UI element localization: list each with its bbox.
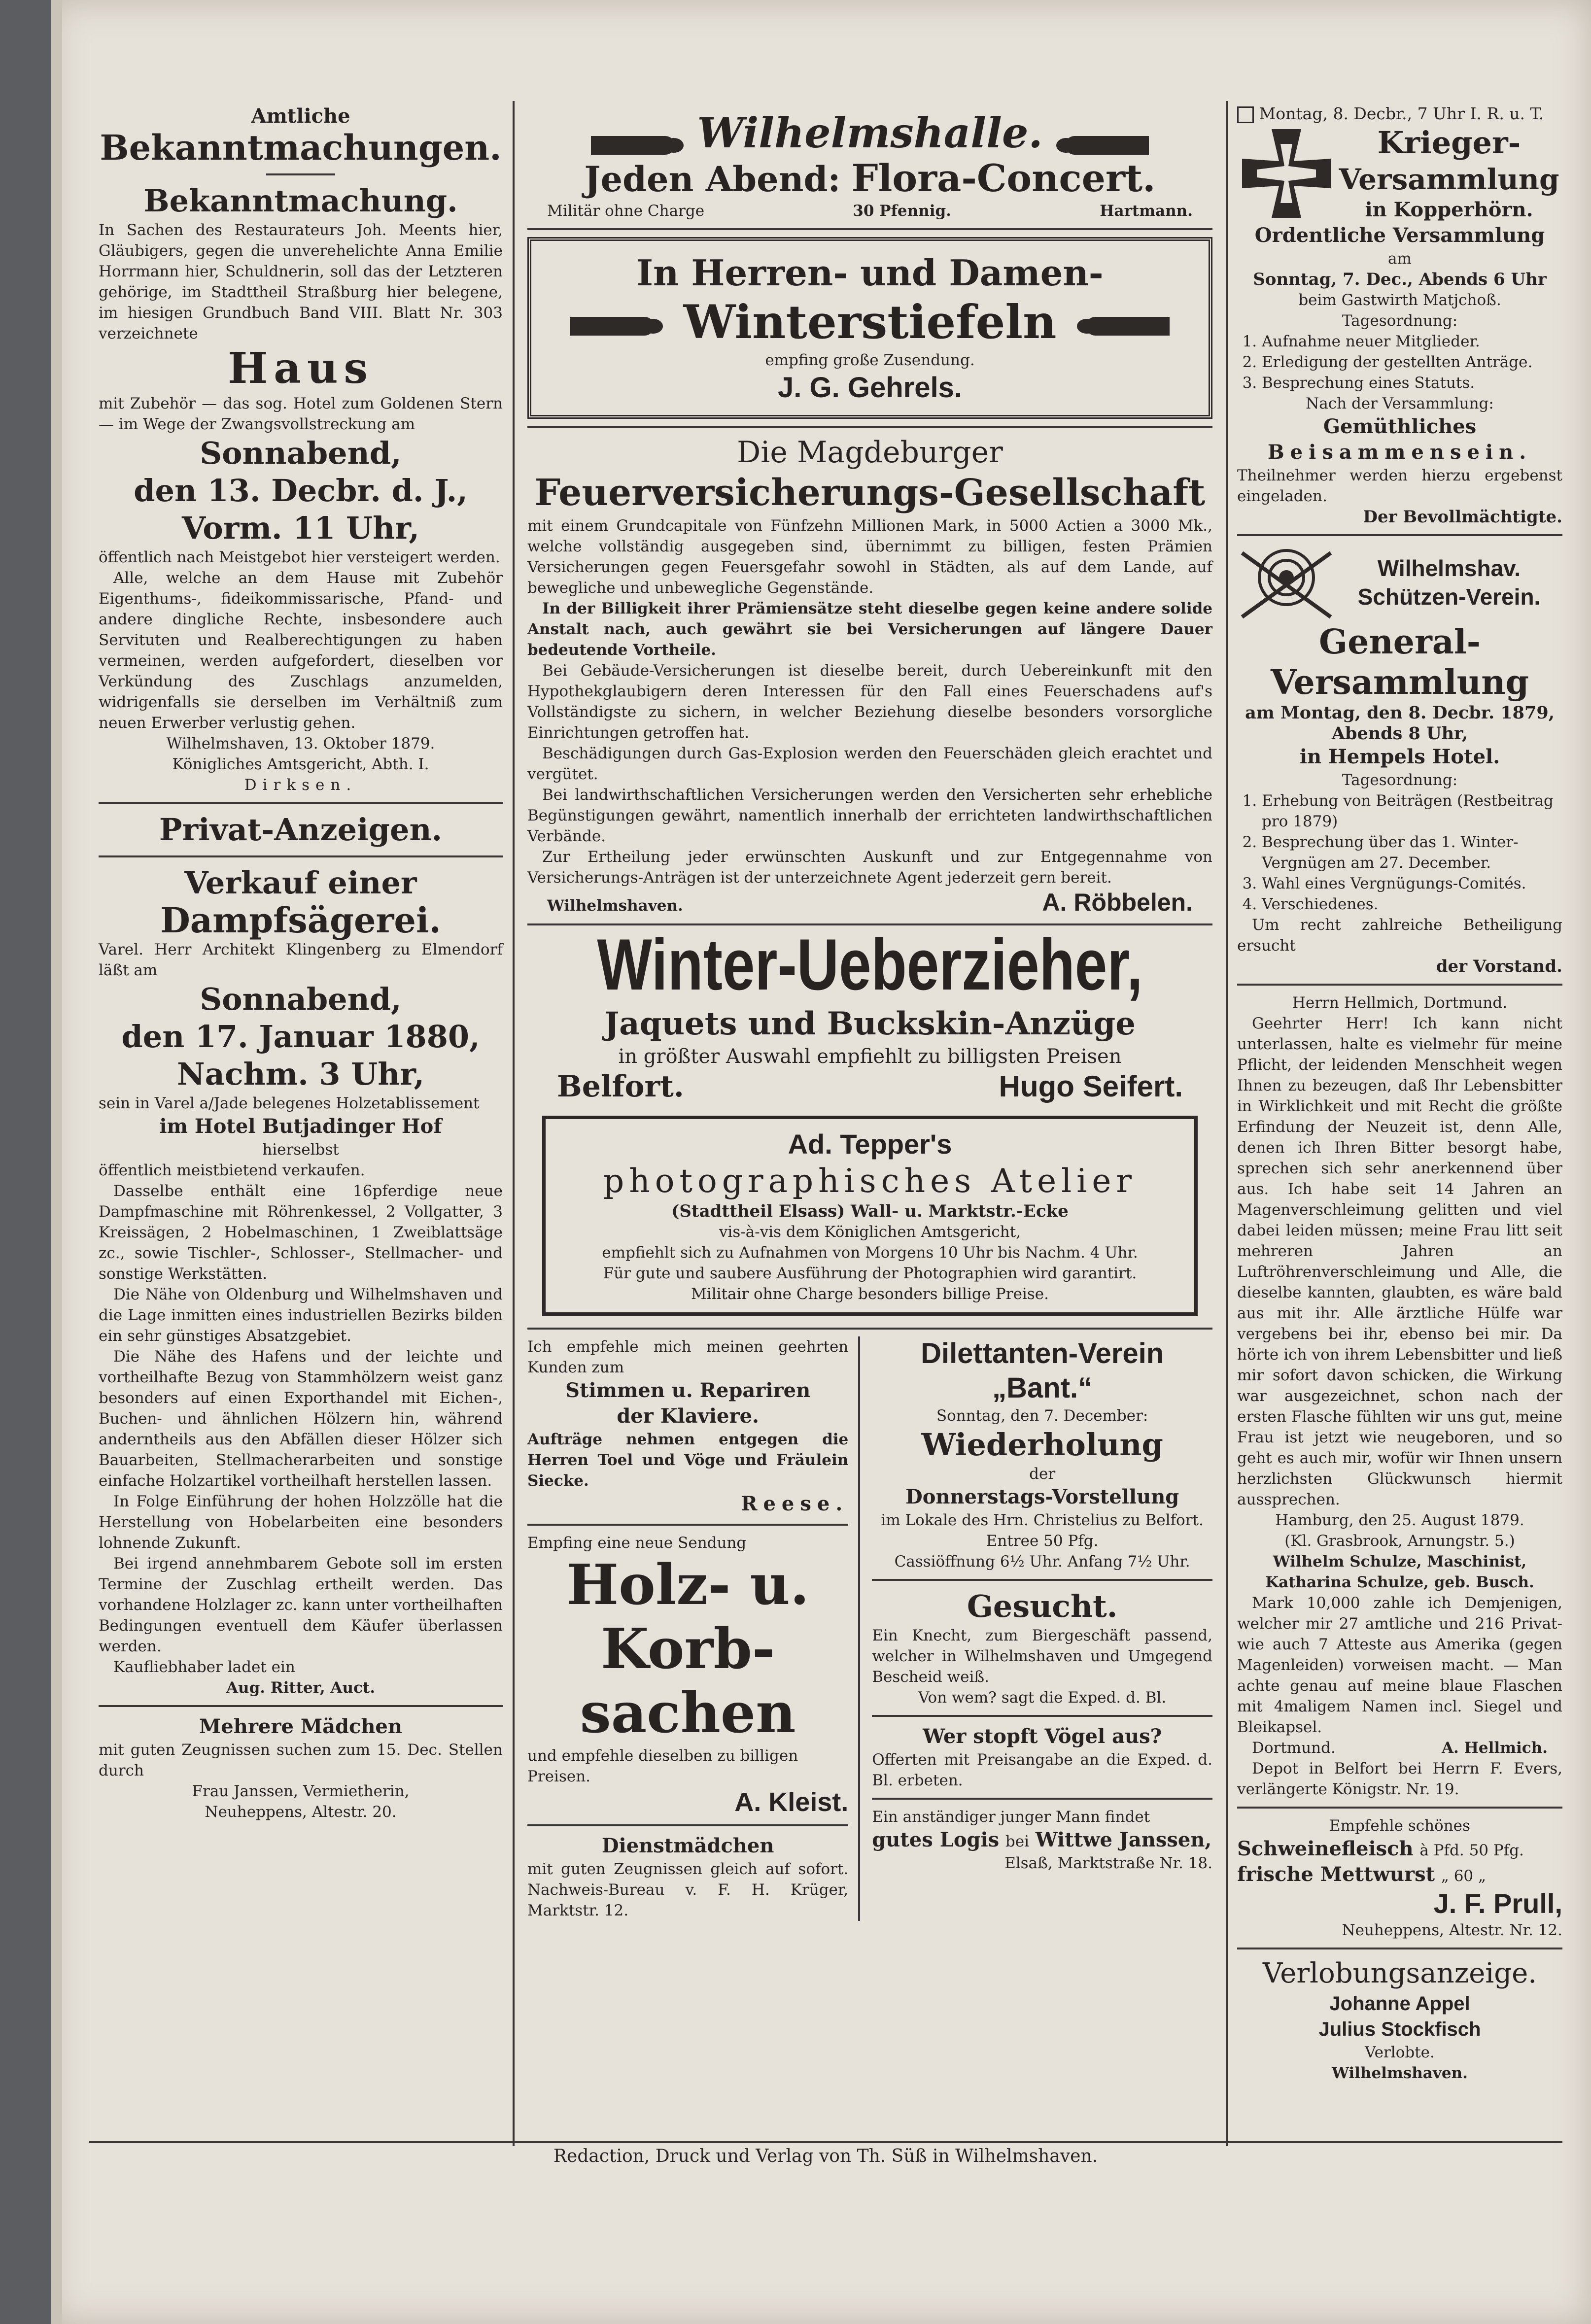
divider [99,1705,503,1707]
ad-title: Schweinefleisch [1237,1837,1414,1860]
ad-text: Dasselbe enthält eine 16pferdige neue Dampfmaschine mit Röhrenkessel, 2 Vollgatter, 3 Kreissägen, 2 Hobelmaschinen, 1 Zweiblattsäge zc., sowie Tischler-, Schlosser-, Stellmacher- und sonstige Werkstätten. [99,1182,503,1283]
ad-title: Krieger- [1377,125,1521,161]
divider [527,1328,1212,1330]
ad-title: Donnerstags-Vorstellung [905,1485,1179,1508]
middle-bottom-left [527,1336,860,1921]
ad-text: öffentlich meistbietend verkaufen. [99,1162,365,1179]
right-column [1237,103,1562,2084]
ad-title: In Herren- und Damen- [636,252,1104,294]
ad-title: Verlobungsanzeige. [1262,1957,1537,1989]
section-heading: Bekanntmachungen. [100,127,502,168]
ad-text: Kaufliebhaber ladet ein [113,1658,295,1676]
middle-column [527,103,1212,1921]
notice-text: mit Zubehör — das sog. Hotel zum Goldenen Stern — im Wege der Zwangsvollstreckung am [99,395,503,433]
ad-signature: A. Kleist. [734,1787,849,1817]
ad-name: Julius Stockfisch [1318,2018,1481,2040]
ad-text: Nach der Versammlung: [1306,395,1494,412]
agenda-item: 3. Besprechung eines Statuts. [1262,373,1562,393]
notice-text: öffentlich nach Meistgebot hier versteigert werden. [99,548,500,566]
ad-text: Bei Gebäude-Versicherungen ist dieselbe bereit, durch Uebereinkunft mit den Hypothekglaubigern deren Interessen für den Fall eines Feuerschadens auf's Vollständigste zu sichern, in welcher Beziehung dieselbe besonders vorsorgliche Einrichtungen getroffen hat. [527,662,1212,742]
left-column [99,103,503,1822]
divider [1237,1807,1562,1809]
ad-signature: Der Bevollmächtigte. [1363,507,1562,527]
ad-text: hierselbst [262,1141,339,1159]
notice-title: Bekanntmachung. [143,183,458,219]
ad-title: Winter-Ueberzieher, [597,924,1143,1006]
ad-title-row [872,1827,1212,1853]
ad-text: am [1388,250,1412,268]
ad-signature: Hartmann. [1100,202,1193,220]
ad-title: Winterstiefeln [683,295,1057,349]
ad-footer [1237,1738,1562,1758]
bottom-rule [89,2141,1562,2143]
ad-title: Versammlung [1270,663,1529,702]
iron-cross-icon [1237,124,1336,223]
ad-title: Feuerversicherungs-Gesellschaft [534,472,1206,514]
ad-date: Sonnabend, [200,981,402,1017]
pointing-hand-icon [1065,136,1149,155]
ad-subtitle: Jaquets und Buckskin-Anzüge [604,1005,1136,1042]
ad-signature: Neuheppens, Altestr. 20. [205,1803,397,1821]
middle-bottom-right [860,1336,1212,1921]
ad-place: Dortmund. [1252,1739,1336,1757]
ad-text: Die Nähe von Oldenburg und Wilhelmshaven und die Lage inmitten eines industriellen Bezirks bilden ein sehr günstiges Absatzgebiet. [99,1286,503,1345]
notice-signature: Dirksen. [244,776,357,794]
ad-title: Holz- u. Korb- [566,1553,809,1681]
divider [99,802,503,804]
agenda-item: 1. Aufnahme neuer Mitglieder. [1262,331,1562,352]
divider [527,426,1212,428]
pointing-hand-icon [1086,317,1170,336]
ad-text: Militair ohne Charge besonders billige Preise. [691,1285,1049,1303]
ad-text: empfiehlt sich zu Aufnahmen von Morgens 10 Uhr bis Nachm. 4 Uhr. [602,1244,1138,1262]
ad-text: Mark 10,000 zahle ich Demjenigen, welcher mir 27 amtliche und 216 Privat- wie auch 7 Atteste aus Amerika (gegen Magenleiden) vorweisen macht. — Man achte genau auf meine blaue Flaschen mit 4maligem Namen incl. Siegel und Bleikapsel. [1237,1594,1562,1736]
ad-subtitle [527,157,1212,201]
ad-text: im Hotel Butjadinger Hof [159,1115,442,1138]
ad-text: Zur Ertheilung jeder erwünschten Auskunft und zur Entgegennahme von Versicherungs-Anträgen ist der unterzeichnete Agent jederzeit gern bereit. [527,848,1212,887]
ad-place: Hamburg, den 25. August 1879. [1275,1511,1524,1529]
notice-text: Alle, welche an dem Hause mit Zubehör Eigenthums-, fideikommissarische, Pfand- und andere dingliche Rechte, insbesondere auch Servituten und Realberechtigungen zu haben vermeinen, werden aufgefordert, dieselben vor Verkündung des Zuschlags anzumelden, widrigenfalls sie derselben im Verhältniß zum neuen Erwerber verlustig gehen. [99,569,503,732]
target-rifles-icon [1237,543,1336,622]
ad-title: Wilhelmshalle. [697,108,1043,157]
pointing-hand-icon [591,136,675,155]
notice-court: Königliches Amtsgericht, Abth. I. [172,755,429,773]
section-heading: Amtliche [251,104,350,128]
ad-header: Herrn Hellmich, Dortmund. [1292,994,1508,1012]
ad-text: beim Gastwirth Matjchoß. [1298,291,1501,309]
notice-date: Sonnabend, [200,435,402,471]
ad-signature: Hugo Seifert. [999,1070,1183,1103]
ad-krieger-head [1237,124,1562,223]
ad-signature: Aug. Ritter, Auct. [226,1679,375,1697]
ad-price: à Pfd. 50 Pfg. [1419,1842,1524,1859]
ad-title: gutes Logis [872,1828,1000,1851]
ad-address: (Stadttheil Elsass) Wall- u. Marktstr.-Ecke [671,1201,1069,1221]
ad-title: Dilettanten-Verein [921,1337,1164,1369]
ad-text: sein in Varel a/Jade belegenes Holzetablissement [99,1094,480,1112]
ad-title-row [1237,1862,1562,1887]
ad-place: Wilhelmshaven. [1332,2064,1468,2082]
ad-address: Neuheppens, Altestr. Nr. 12. [1342,1921,1562,1939]
ad-title: Beisammensein. [1267,441,1532,464]
ad-date: Sonntag, 7. Dec., Abends 6 Uhr [1253,270,1547,289]
ad-text: Verlobte. [1365,2044,1435,2061]
ad-schuetzen-head [1237,543,1562,622]
ad-title: Gesucht. [967,1588,1118,1624]
ad-title: Verkauf einer [184,865,417,901]
ad-text: Varel. Herr Architekt Klingenberg zu Elmendorf läßt am [99,941,503,979]
ad-signature: Frau Janssen, Vermietherin, [192,1782,410,1800]
ad-signature: Katharina Schulze, geb. Busch. [1265,1573,1534,1591]
ad-address: Elsaß, Marktstraße Nr. 18. [1004,1854,1212,1872]
ad-title: Dampfsägerei. [160,900,441,941]
divider [872,1798,1212,1800]
ad-title: Die Magdeburger [737,435,1003,470]
ad-text: empfing große Zusendung. [765,351,975,369]
ad-title: Dienstmädchen [601,1834,774,1857]
ad-name: Johanne Appel [1329,1993,1470,2015]
notice-text: In Sachen des Restaurateurs Joh. Meents hier, Gläubigers, gegen die unverehelichte Anna Emilie Horrmann hier, Schuldnerin, soll das der Letzteren gehörige, im Stadttheil Straßburg hier belegene, im hiesigen Grundbuch Band VIII. Blatt Nr. 303 verzeichnete [99,221,503,342]
ad-text: bei [1005,1833,1030,1850]
ad-title: der Klaviere. [617,1404,759,1428]
ad-text: Beschädigungen durch Gas-Explosion werden den Feuerschäden gleich erachtet und vergütet. [527,745,1212,783]
ad-title: Gemüthliches [1323,415,1477,438]
ad-date: Nachm. 3 Uhr, [176,1056,425,1092]
ad-winterstiefeln [527,237,1212,419]
agenda-item: 1. Erhebung von Beiträgen (Restbeitrag pro 1879) [1262,790,1562,832]
ad-text: Entree 50 Pfg. [986,1532,1099,1550]
ad-text: der [1029,1465,1056,1483]
ad-header: Montag, 8. Decbr., 7 Uhr I. R. u. T. [1259,104,1544,123]
ad-wilhelmshalle [527,108,1212,157]
ad-text: Geehrter Herr! Ich kann nicht unterlassen, halte es vielmehr für meine Pflicht, der leidenden Menschheit wegen Ihnen zu bezeugen, daß Ihr Lebensbitter in Wirklichkeit und mit Recht die größte Erfindung der Neuzeit ist, denn Alle, denen ich Ihren Bitter besorgt habe, sprechen sich sehr anerkennend über aus. Ich habe seit 14 Jahren an Magenverschleimung gelitten und viel dabei leiden müssen; meine Frau litt seit mehreren Jahren an Luftröhrenverschleimung und Alle, die dieselbe kannten, glaubten, es wäre bald aus mit ihr. Alle ärztliche Hülfe war vergebens bei ihr, ebenso bei mir. Da hörte ich von ihrem Lebensbitter und ließ mir sofort davon schicken, die Wirkung war ausgezeichnet, schon nach der ersten Flasche fühlten wir uns gut, meine Frau ist jetzt wie neugeboren, und so geht es auch mir, wofür wir Ihnen unsern herzlichsten Glückwunsch hiermit aussprechen. [1237,1015,1562,1508]
ad-text: Tagesordnung: [1342,312,1458,330]
ad-text: Offerten mit Preisangabe an die Exped. d. Bl. erbeten. [872,1751,1212,1789]
ad-text: und empfehle dieselben zu billigen Preisen. [527,1747,798,1785]
ad-signature: Wilhelm Schulze, Maschinist, [1273,1553,1527,1571]
agenda-item: 2. Besprechung über das 1. Winter-Vergnügen am 27. December. [1262,832,1562,873]
divider [527,1524,848,1526]
ad-date: den 17. Januar 1880, [121,1019,480,1055]
ad-text: Ich empfehle mich meinen geehrten Kunden zum [527,1338,849,1376]
checkbox-icon [1237,106,1254,123]
ad-title: Wiederholung [921,1427,1163,1463]
notice-place: Wilhelmshaven, 13. Oktober 1879. [166,735,435,752]
ad-text: Tagesordnung: [1342,771,1458,789]
column-rule [1226,101,1228,2146]
page-footer: Redaction, Druck und Verlag von Th. Süß in Wilhelmshaven. [553,2146,1098,2166]
ad-subtitle-2: Flora-Concert. [851,156,1156,200]
ad-title: Wer stopft Vögel aus? [923,1725,1162,1748]
ad-title: Schützen-Verein. [1357,584,1541,610]
ad-text: mit guten Zeugnissen gleich auf sofort. Nachweis-Bureau v. F. H. Krüger, Marktstr. 12. [527,1860,849,1919]
ad-text: Militär ohne Charge [547,202,705,220]
ad-signature: J. G. Gehrels. [778,372,962,404]
divider [527,1824,848,1826]
ad-subtitle: Ordentliche Versammlung [1254,224,1545,247]
ad-title-block [1336,124,1562,223]
divider [1237,534,1562,536]
ad-location: in Hempels Hotel. [1299,745,1500,768]
divider [1237,1948,1562,1949]
agenda-item: 4. Verschiedenes. [1262,894,1562,915]
ad-subtitle-1: Jeden Abend: [584,159,841,200]
ad-text: Empfing eine neue Sendung [527,1534,747,1552]
notice-date: Vorm. 11 Uhr, [182,510,419,546]
ad-signature: A. Hellmich. [1442,1739,1548,1757]
ad-text: Empfehle schönes [1329,1817,1470,1835]
ad-title: Ad. Tepper's [788,1128,952,1160]
ad-text: In der Billigkeit ihrer Prämiensätze steht dieselbe gegen keine andere solide Anstalt nach, auch gewährt sie bei Versicherungen auf längere Dauer bedeutende Vortheile. [527,600,1212,659]
ad-title: in Kopperhörn. [1365,198,1533,221]
pointing-hand-icon [570,317,654,336]
ad-text: Theilnehmer werden hierzu ergebenst eingeladen. [1237,467,1562,505]
ad-text: Um recht zahlreiche Betheiligung ersucht [1237,916,1562,955]
divider [872,1715,1212,1717]
divider [527,228,1212,230]
ad-title: Wilhelmshav. [1377,555,1521,581]
ad-date: am Montag, den 8. Decbr. 1879, [1245,703,1555,723]
ad-date: Abends 8 Uhr, [1331,723,1468,744]
agenda-item: 2. Erledigung der gestellten Anträge. [1262,352,1562,373]
ad-title: frische Mettwurst [1237,1863,1435,1886]
ad-text: Die Nähe des Hafens und der leichte und vortheilhafte Bezug von Stammhölzern weist ganz besonders auf einen Exporthandel mit Eichen-, Buchen- und ähnlichen Hölzern hin, während anderntheils aus den Abfällen dieser Hölzer sich Bauarbeiten, Stellmacherarbeiten und sonstige einfache Holzartikel vortheilhaft herstellen lassen. [99,1348,503,1490]
ad-signature: der Vorstand. [1436,957,1562,976]
ad-signature: Reese. [741,1492,849,1515]
notice-date: den 13. Decbr. d. J., [134,473,468,509]
ad-price: „ 60 „ [1441,1867,1487,1885]
divider [1237,984,1562,986]
ad-title-row [536,295,1204,350]
ad-text: im Lokale des Hrn. Christelius zu Belfort. [881,1511,1204,1529]
page-edge [51,0,62,2324]
ad-text: mit einem Grundcapitale von Fünfzehn Millionen Mark, in 5000 Actien a 3000 Mk., welche vollständig ausgegeben sind, übernimmt zu billigen, festen Prämien Versicherungen gegen Feuersgefahr sowohl in Städten, als auf dem Lande, auf bewegliche und unbewegliche Gegenstände. [527,517,1212,597]
ad-title: Mehrere Mädchen [199,1715,402,1738]
divider [99,855,503,857]
ad-text: in größter Auswahl empfiehlt zu billigsten Preisen [618,1045,1122,1068]
ad-signature: A. Röbbelen. [1042,889,1193,916]
section-heading: Privat-Anzeigen. [159,812,443,848]
ad-header-row [1237,103,1562,124]
ad-title: sachen [580,1681,796,1745]
ad-text: Sonntag, den 7. December: [936,1407,1148,1425]
notice-haus: Haus [228,343,374,393]
ad-title: General- [1319,622,1481,662]
divider [266,173,335,175]
ad-title: Versammlung [1339,163,1559,196]
ad-price: 30 Pfennig. [853,202,951,220]
ad-text: mit guten Zeugnissen suchen zum 15. Dec. Stellen durch [99,1741,503,1779]
ad-text: Ein anständiger junger Mann findet [872,1808,1150,1826]
ad-address: vis-à-vis dem Königlichen Amtsgericht, [719,1223,1021,1241]
ad-text: Bei irgend annehmbarem Gebote soll im ersten Termine der Zuschlag ertheilt werden. Das vorhandene Holzlager zc. kann unter vortheilhaften Bedingungen eventuell dem Käufer überlassen werden. [99,1555,503,1655]
column-rule [513,101,515,2146]
ad-place: Wilhelmshaven. [547,897,683,915]
ad-footer [527,888,1212,917]
ad-address: (Kl. Grasbrook, Arnungstr. 5.) [1284,1532,1515,1550]
ad-text: Bei landwirthschaftlichen Versicherungen werden den Versicherten sehr erhebliche Begünstigungen gewährt, namentlich innerhalb der errichteten landwirthschaftlichen Verbände. [527,786,1212,845]
ad-text: Von wem? sagt die Exped. d. Bl. [918,1689,1167,1707]
ad-info [527,201,1212,221]
middle-bottom [527,1336,1212,1921]
ad-footer [527,1069,1212,1104]
ad-signature: Wittwe Janssen, [1035,1828,1212,1851]
ad-place: Belfort. [557,1069,684,1104]
ad-text: In Folge Einführung der hohen Holzzölle hat die Herstellung von Hobelarbeiten eine besonders lohnende Zukunft. [99,1493,503,1552]
ad-text: Für gute und saubere Ausführung der Photographien wird garantirt. [603,1265,1137,1282]
ad-signature: J. F. Prull, [1433,1888,1562,1919]
ad-title: „Bant.“ [992,1372,1093,1404]
ad-title-block [1336,554,1562,611]
agenda-list [1237,331,1562,393]
ad-text: Aufträge nehmen entgegen die Herren Toel und Vöge und Fräulein Siecke. [527,1431,849,1490]
ad-text: Cassiöffnung 6½ Uhr. Anfang 7½ Uhr. [894,1553,1190,1571]
ad-title-row [1237,1836,1562,1862]
ad-tepper [542,1116,1198,1316]
divider [872,1579,1212,1581]
ad-text: Depot in Belfort bei Herrn F. Evers, verlängerte Königstr. Nr. 19. [1237,1760,1562,1798]
ad-title: Stimmen u. Repariren [565,1379,811,1402]
ad-text: Ein Knecht, zum Biergeschäft passend, welcher in Wilhelmshaven und Umgegend Bescheid weiß. [872,1627,1212,1686]
agenda-list [1237,790,1562,915]
agenda-item: 3. Wahl eines Vergnügungs-Comités. [1262,873,1562,894]
ad-subtitle: photographisches Atelier [603,1162,1137,1200]
